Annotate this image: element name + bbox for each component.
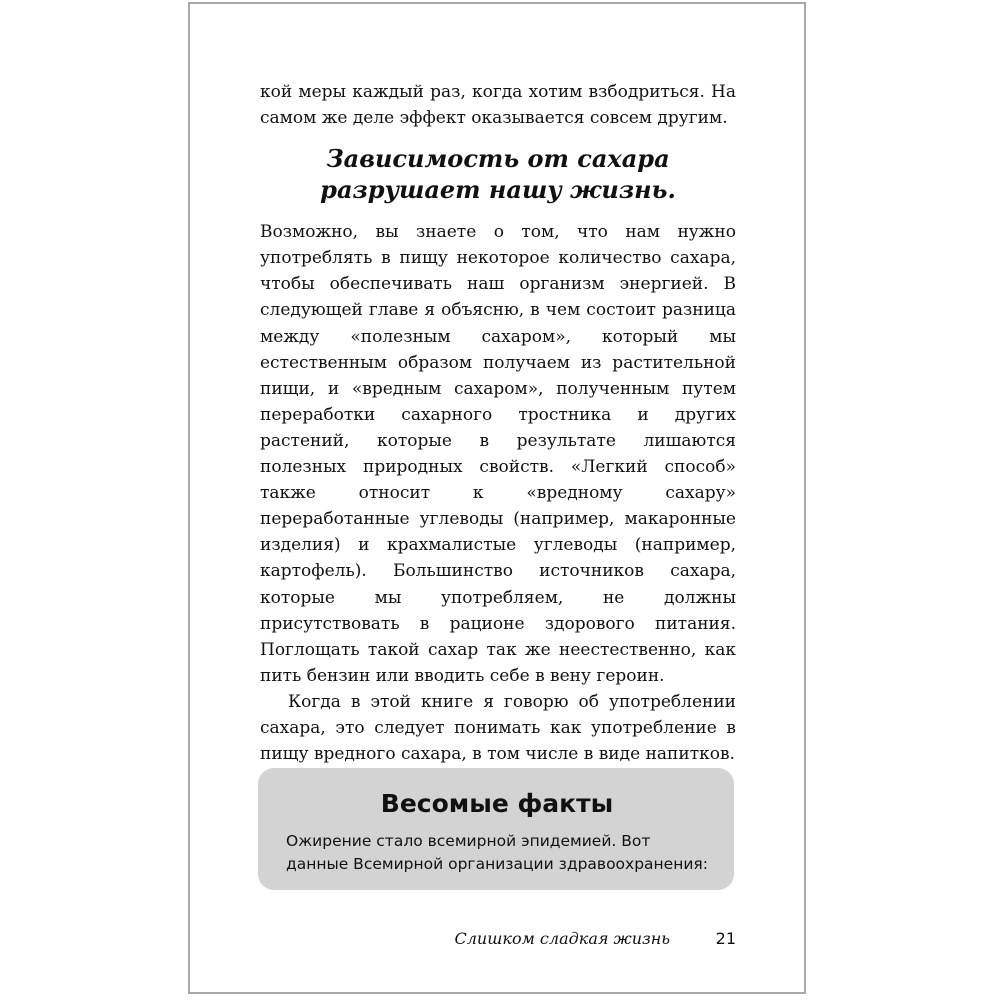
section-heading: Зависимость от сахара разрушает нашу жизнь. (320, 144, 676, 205)
book-page (188, 2, 806, 994)
facts-box-title: Весомые факты (380, 789, 614, 818)
facts-box (258, 768, 734, 890)
page-number: 21 (715, 929, 736, 948)
page-content (260, 79, 736, 767)
page-footer (260, 926, 736, 952)
running-title: Слишком сладкая жизнь (454, 929, 670, 948)
intro-paragraph: кой меры каждый раз, когда хотим взбодриться. На самом же деле эффект оказывается совсем другим. (260, 82, 736, 129)
body-paragraph-2: Когда в этой книге я говорю об употреблении сахара, это следует понимать как употребление в пищу вредного сахара, в том числе в виде напитков. (260, 691, 736, 765)
body-paragraph-1: Возможно, вы знаете о том, что нам нужно употреблять в пищу некоторое количество сахара, чтобы обеспечивать наш организм энергией. В следующей главе я объясню, в чем состоит разница между «полезным сахаром», который мы естественным образом получаем из растительной пищи, и «вредным сахаром», полученным путем переработки сахарного тростника и других растений, которые в результате лишаются полезных природных свойств. «Легкий способ» также относит к «вредному сахару» переработанные углеводы (например, макаронные изделия) и крахмалистые углеводы (например, картофель). Большинство источников сахара, которые мы употребляем, не должны присутствовать в рационе здорового питания. Поглощать такой сахар так же неестественно, как пить бензин или вводить себе в вену героин. (260, 222, 736, 686)
facts-box-text: Ожирение стало всемирной эпидемией. Вот данные Всемирной организации здравоохранения: (286, 832, 708, 873)
